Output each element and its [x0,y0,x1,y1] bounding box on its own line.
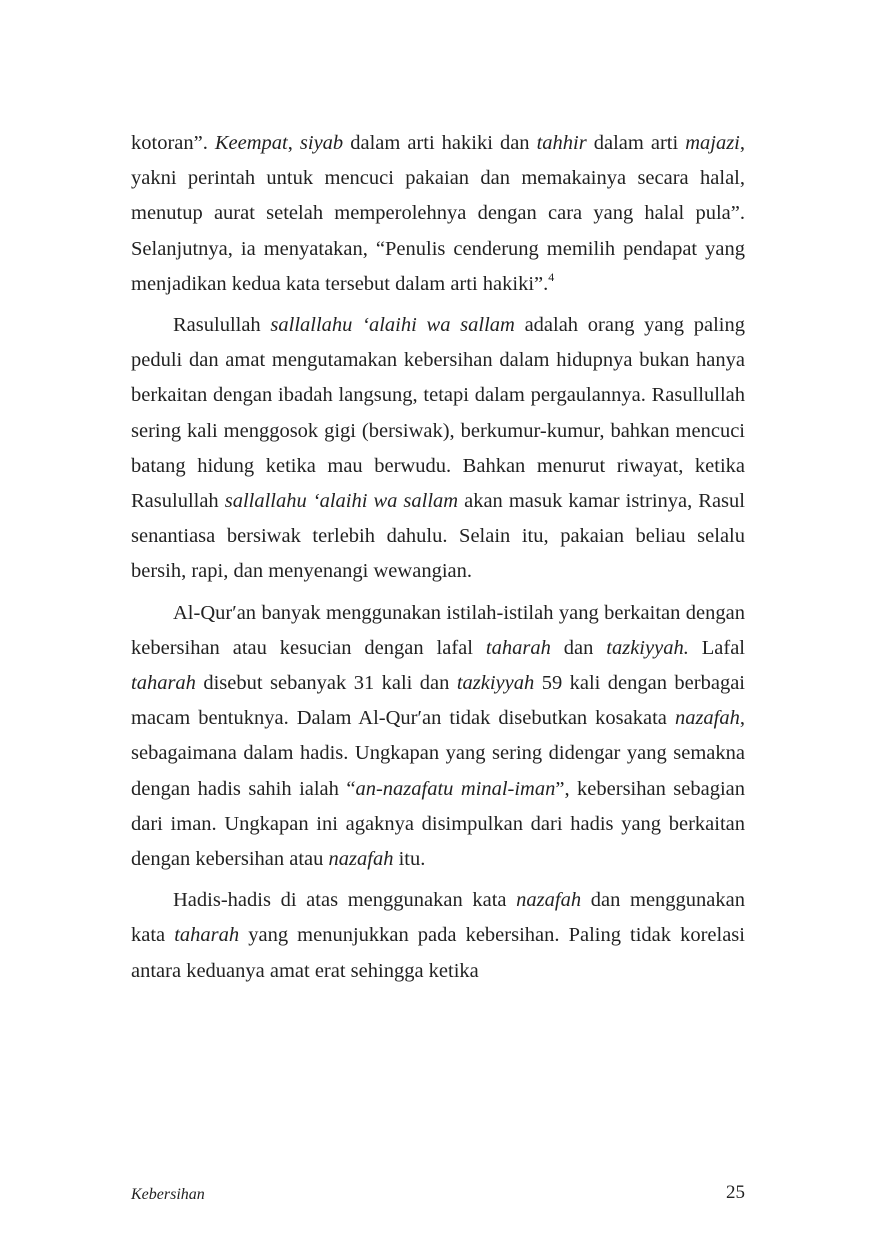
italic-term: sallallahu ‘alaihi wa sallam [224,490,459,513]
text-segment: Lafal [688,636,745,659]
text-segment: dalam arti [586,132,686,154]
italic-term: majazi [685,132,740,154]
text-segment: 59 kali dengan berbagai macam bentuknya. Dalam Al-Qur′an tidak disebutkan kosakata [131,672,745,730]
italic-term: nazafah [674,707,740,730]
running-footer-title: Kebersihan [131,1186,205,1203]
italic-term: taharah [131,672,196,695]
paragraph-4 [131,883,745,989]
italic-term: tazkiyyah [456,672,535,695]
text-segment: , [287,132,300,154]
italic-term: taharah [174,924,240,947]
text-segment: disebut sebanyak 31 kali dan [195,672,457,695]
text-segment: akan masuk kamar istrinya, Rasul senantiasa bersiwak terlebih dahulu. Selain itu, pakaian beliau selalu bersih, rapi, dan menyenangi wewangian. [131,490,745,583]
text-segment: Al-Qur′an banyak menggunakan istilah-istilah yang berkaitan dengan kebersihan atau kesucian dengan lafal [131,601,745,659]
italic-term: tazkiyyah. [606,636,689,659]
text-segment: dan menggunakan kata [131,889,745,947]
text-segment: , yakni perintah untuk mencuci pakaian dan memakainya secara halal, menutup aurat setelah memperolehnya dengan cara yang halal pula”. Selanjutnya, ia menyatakan, “Penulis cenderung memilih pendapat yang menjadikan kedua kata tersebut dalam arti hakiki”. [131,132,746,295]
text-segment: ”, kebersihan sebagian dari iman. Ungkapan ini agaknya disimpulkan dari hadis yang berkaitan dengan kebersihan atau [131,777,745,871]
italic-term: nazafah [328,848,394,871]
page-number: 25 [726,1182,745,1203]
text-segment: Rasulullah [173,314,271,337]
text-segment: itu. [393,848,426,871]
text-segment: , sebagaimana dalam hadis. Ungkapan yang sering didengar yang semakna dengan hadis sahih ialah “ [131,707,745,800]
text-segment: Hadis-hadis di atas menggunakan kata [173,889,517,912]
paragraph-1 [131,126,745,302]
italic-term: an-nazafatu minal-iman [355,777,556,800]
italic-term: sallallahu ‘alaihi wa sallam [270,314,515,337]
paragraph-3 [131,596,745,878]
italic-term: nazafah [516,889,582,912]
italic-term: taharah [485,636,551,659]
page-body [131,126,745,995]
footnote-marker: 4 [548,269,555,284]
paragraph-2 [131,308,745,590]
text-segment: dan [550,636,607,659]
text-segment: yang menunjukkan pada kebersihan. Paling tidak korelasi antara keduanya amat erat sehingga ketika [131,924,745,982]
italic-term: siyab [299,132,344,154]
text-segment: kotoran”. [131,132,215,154]
italic-term: Keempat [214,132,288,154]
text-segment: adalah orang yang paling peduli dan amat mengutamakan kebersihan dalam hidupnya bukan hanya berkaitan dengan ibadah langsung, tetapi dalam pergaulannya. Rasullullah sering kali menggosok gigi (bersiwak), berkumur-kumur, bahkan mencuci batang hidung ketika mau berwudu. Bahkan menurut riwayat, ketika Rasulullah [131,314,745,513]
text-segment: dalam arti hakiki dan [343,132,537,154]
italic-term: tahhir [536,132,587,154]
